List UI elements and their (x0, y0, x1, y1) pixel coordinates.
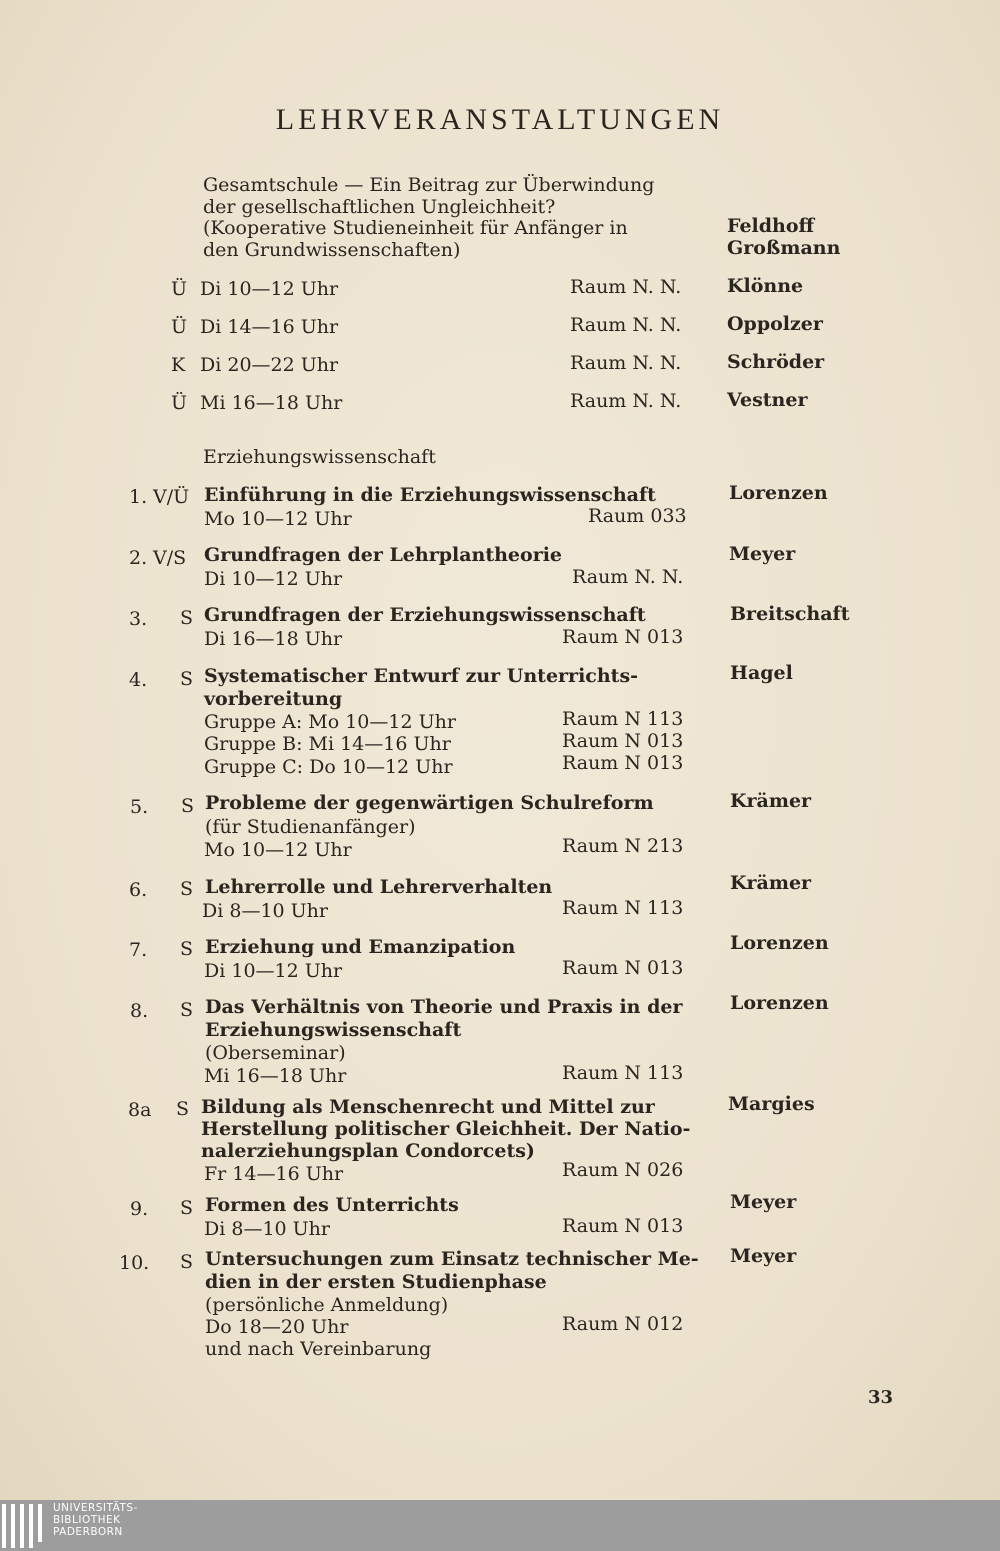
lecturer-name: Lorenzen (730, 992, 829, 1014)
course-number: 1. (129, 486, 148, 508)
course-title: vorbereitung (204, 688, 343, 710)
logo-line: PADERBORN (53, 1526, 123, 1538)
course-title: Lehrerrolle und Lehrerverhalten (205, 876, 553, 898)
course-type: V/Ü (153, 486, 190, 508)
course-time: Mo 10—12 Uhr (204, 508, 352, 530)
lecturer-name: Meyer (730, 1191, 797, 1213)
logo-line: BIBLIOTHEK (53, 1514, 121, 1526)
library-logo-text (53, 1502, 138, 1538)
session-time: Di 14—16 Uhr (200, 316, 339, 338)
course-title: Untersuchungen zum Einsatz technischer Me- (205, 1248, 699, 1270)
course-number: 9. (130, 1198, 149, 1220)
library-logo-icon (2, 1504, 48, 1548)
group-time: Gruppe C: Do 10—12 Uhr (204, 756, 453, 778)
intro-line: den Grundwissenschaften) (203, 239, 461, 261)
course-type: S (180, 999, 194, 1021)
lecturer-name: Margies (728, 1093, 815, 1115)
course-number: 8. (130, 1000, 149, 1022)
page-number: 33 (868, 1387, 894, 1408)
course-type: S (180, 938, 194, 960)
lecturer-name: Meyer (729, 543, 796, 565)
course-room: Raum N 026 (562, 1159, 684, 1181)
course-type: S (180, 1197, 194, 1219)
course-room: Raum N 013 (562, 752, 684, 774)
library-footer (0, 1500, 1000, 1551)
course-extra: und nach Vereinbarung (205, 1338, 432, 1360)
course-time: Mo 10—12 Uhr (204, 839, 352, 861)
course-number: 7. (129, 939, 148, 961)
lecturer-name: Oppolzer (727, 313, 823, 335)
course-note: (Oberseminar) (205, 1042, 346, 1064)
course-room: Raum N 113 (562, 1062, 684, 1084)
course-type: S (181, 795, 195, 817)
course-note: (persönliche Anmeldung) (205, 1294, 449, 1316)
course-room: Raum N. N. (572, 566, 684, 588)
course-title: Erziehungswissenschaft (205, 1019, 462, 1041)
course-time: Di 16—18 Uhr (204, 628, 343, 650)
course-title: nalerziehungsplan Condorcets) (201, 1140, 535, 1162)
lecturer-name: Meyer (730, 1245, 797, 1267)
session-room: Raum N. N. (570, 352, 682, 374)
lecturer-name: Krämer (730, 790, 812, 812)
intro-line: der gesellschaftlichen Ungleichheit? (203, 196, 556, 218)
course-room: Raum N 013 (562, 626, 684, 648)
course-title: dien in der ersten Studienphase (205, 1271, 547, 1293)
course-room: Raum N 013 (562, 730, 684, 752)
course-time: Di 8—10 Uhr (204, 1218, 330, 1240)
course-number: 6. (129, 879, 148, 901)
course-time: Fr 14—16 Uhr (204, 1163, 344, 1185)
course-type: S (180, 1251, 194, 1273)
page-title: LEHRVERANSTALTUNGEN (275, 103, 725, 136)
group-time: Gruppe B: Mi 14—16 Uhr (204, 733, 451, 755)
course-time: Di 10—12 Uhr (204, 960, 343, 982)
course-title: Erziehung und Emanzipation (205, 936, 516, 958)
course-room: Raum N 113 (562, 708, 684, 730)
course-time: Do 18—20 Uhr (205, 1316, 349, 1338)
course-title: Herstellung politischer Gleichheit. Der Natio- (201, 1118, 691, 1140)
course-number: 10. (119, 1252, 150, 1274)
course-room: Raum N 013 (562, 1215, 684, 1237)
course-room: Raum N 113 (562, 897, 684, 919)
course-title: Das Verhältnis von Theorie und Praxis in der (205, 996, 683, 1018)
lecturer-name: Klönne (727, 275, 804, 297)
session-type: Ü (171, 278, 188, 300)
course-number: 2. (129, 547, 148, 569)
lecturer-name: Feldhoff (727, 215, 815, 237)
course-number: 8a (128, 1099, 152, 1121)
intro-line: Gesamtschule — Ein Beitrag zur Überwindung (203, 174, 655, 196)
lecturer-name: Schröder (727, 351, 825, 373)
course-title: Einführung in die Erziehungswissenschaft (204, 484, 656, 506)
course-title: Systematischer Entwurf zur Unterrichts- (204, 665, 639, 687)
course-title: Grundfragen der Erziehungswissenschaft (204, 604, 646, 626)
course-room: Raum 033 (588, 505, 687, 527)
lecturer-name: Lorenzen (729, 482, 828, 504)
course-title: Probleme der gegenwärtigen Schulreform (205, 792, 654, 814)
course-room: Raum N 013 (562, 957, 684, 979)
course-number: 4. (129, 669, 148, 691)
course-number: 5. (130, 796, 149, 818)
course-title: Bildung als Menschenrecht und Mittel zur (201, 1096, 655, 1118)
course-room: Raum N 012 (562, 1313, 684, 1335)
course-number: 3. (129, 608, 148, 630)
course-time: Di 8—10 Uhr (202, 900, 328, 922)
course-note: (für Studienanfänger) (205, 816, 416, 838)
session-time: Di 10—12 Uhr (200, 278, 339, 300)
course-type: S (180, 607, 194, 629)
course-type: V/S (153, 547, 187, 569)
course-type: S (176, 1098, 190, 1120)
course-type: S (180, 878, 194, 900)
session-room: Raum N. N. (570, 314, 682, 336)
course-title: Grundfragen der Lehrplantheorie (204, 544, 563, 566)
session-room: Raum N. N. (570, 276, 682, 298)
group-time: Gruppe A: Mo 10—12 Uhr (204, 711, 456, 733)
session-type: Ü (171, 316, 188, 338)
course-time: Di 10—12 Uhr (204, 568, 343, 590)
intro-line: (Kooperative Studieneinheit für Anfänger in (203, 217, 628, 239)
lecturer-name: Großmann (727, 237, 841, 259)
course-room: Raum N 213 (562, 835, 684, 857)
lecturer-name: Hagel (730, 662, 793, 684)
course-type: S (180, 668, 194, 690)
session-type: K (171, 354, 186, 376)
logo-line: UNIVERSITÄTS- (53, 1502, 138, 1514)
session-room: Raum N. N. (570, 390, 682, 412)
lecturer-name: Krämer (730, 872, 812, 894)
lecturer-name: Lorenzen (730, 932, 829, 954)
session-type: Ü (171, 392, 188, 414)
section-heading: Erziehungswissenschaft (203, 446, 436, 468)
lecturer-name: Vestner (727, 389, 808, 411)
session-time: Di 20—22 Uhr (200, 354, 339, 376)
lecturer-name: Breitschaft (730, 603, 850, 625)
course-title: Formen des Unterrichts (205, 1194, 459, 1216)
course-time: Mi 16—18 Uhr (204, 1065, 347, 1087)
session-time: Mi 16—18 Uhr (200, 392, 343, 414)
